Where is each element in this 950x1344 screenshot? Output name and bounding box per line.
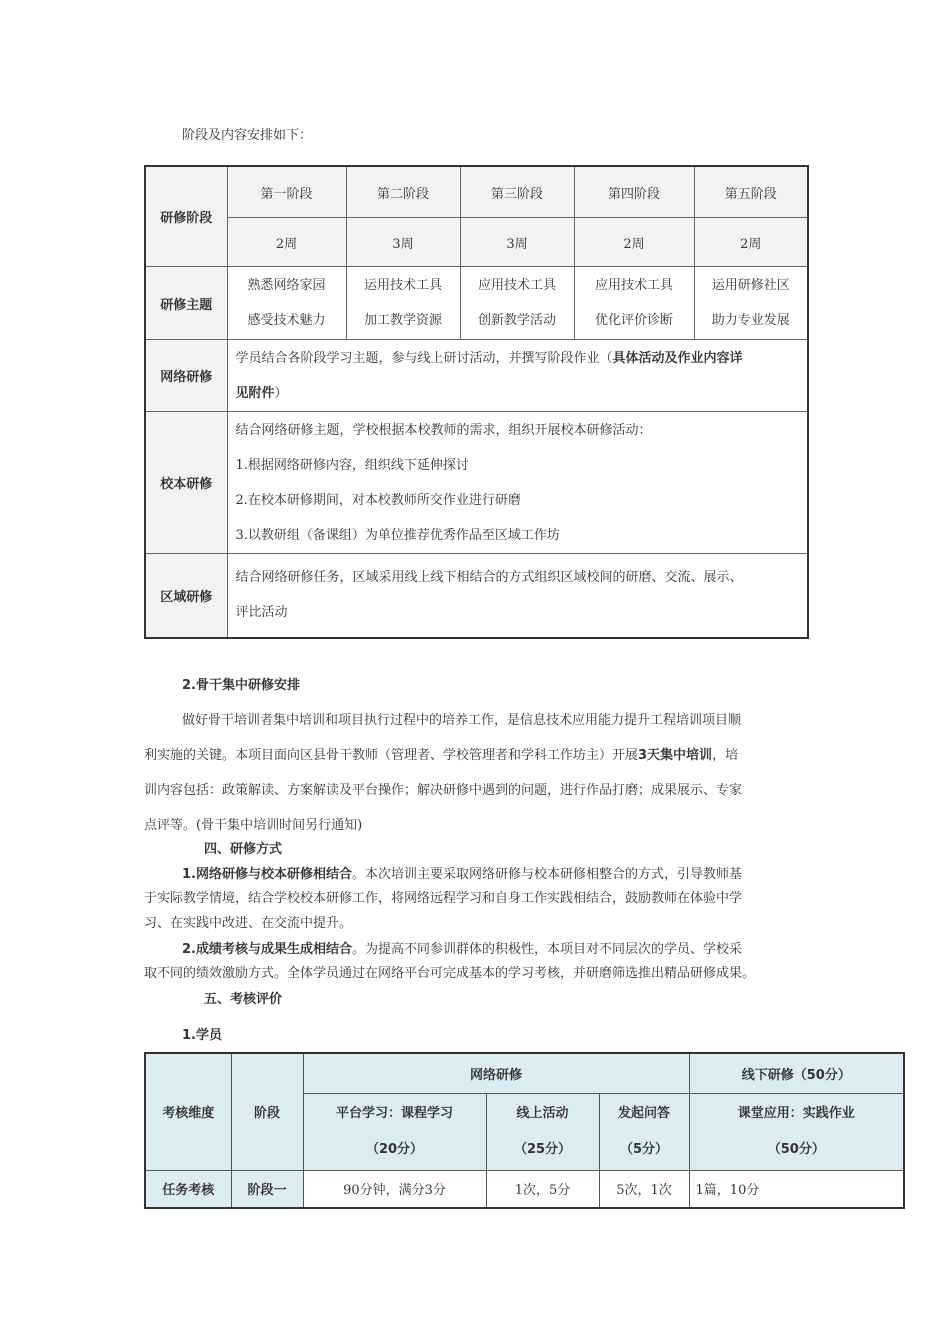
row-stage: 阶段一 <box>231 1170 303 1208</box>
row-header-stage: 研修阶段 <box>145 166 227 267</box>
header-col: 发起问答 （5分） <box>599 1093 689 1170</box>
network-study-text: 学员结合各阶段学习主题，参与线上研讨活动，并撰写阶段作业（具体活动及作业内容详 见附件） <box>227 340 808 412</box>
header-offline: 线下研修（50分） <box>689 1053 904 1093</box>
paragraph-line: 训内容包括：政策解读、方案解读及平台操作；解决研修中遇到的问题，进行作品打磨；成果展示、专家 <box>144 783 743 798</box>
header-online: 网络研修 <box>303 1053 689 1093</box>
row-dimension: 任务考核 <box>145 1170 231 1208</box>
header-col: 课堂应用：实践作业 （50分） <box>689 1093 904 1170</box>
subsection-heading: 1.学员 <box>182 1028 222 1043</box>
paragraph-line: 1.网络研修与校本研修相结合。本次培训主要采取网络研修与校本研修相整合的方式，引导教师基 <box>182 867 742 882</box>
row-header-school: 校本研修 <box>145 412 227 554</box>
header-col: 线上活动 （25分） <box>486 1093 599 1170</box>
assessment-table <box>144 1052 905 1209</box>
stage-name: 第五阶段 <box>694 166 808 218</box>
paragraph-line: 做好骨干培训者集中培训和项目执行过程中的培养工作，是信息技术应用能力提升工程培训项目顺 <box>182 713 742 728</box>
stage-weeks: 2周 <box>574 218 694 267</box>
paragraph-line: 利实施的关键。本项目面向区县骨干教师（管理者、学校管理者和学科工作坊主）开展3天集中培训，培 <box>144 748 739 763</box>
header-dimension: 考核维度 <box>145 1053 231 1170</box>
stage-name: 第二阶段 <box>346 166 460 218</box>
section-heading: 四、研修方式 <box>204 842 283 857</box>
stage-topic: 熟悉网络家园 感受技术魅力 <box>227 267 346 340</box>
paragraph-line: 取不同的绩效激励方式。全体学员通过在网络平台可完成基本的学习考核，并研磨筛选推出精品研修成果。 <box>144 966 756 981</box>
stage-topic: 应用技术工具 优化评价诊断 <box>574 267 694 340</box>
region-study-text: 结合网络研修任务，区域采用线上线下相结合的方式组织区域校间的研磨、交流、展示、 评比活动 <box>227 554 808 638</box>
row-header-topic: 研修主题 <box>145 267 227 340</box>
paragraph-line: 习、在实践中改进、在交流中提升。 <box>144 916 353 931</box>
header-col: 平台学习：课程学习 （20分） <box>303 1093 486 1170</box>
row-header-region: 区域研修 <box>145 554 227 638</box>
stage-name: 第四阶段 <box>574 166 694 218</box>
cell: 1篇，10分 <box>689 1170 904 1208</box>
section-heading: 五、考核评价 <box>204 992 283 1007</box>
stage-topic: 应用技术工具 创新教学活动 <box>460 267 574 340</box>
stage-name: 第一阶段 <box>227 166 346 218</box>
school-study-text: 结合网络研修主题，学校根据本校教师的需求，组织开展校本研修活动： 1.根据网络研修内容，组织线下延伸探讨 2.在校本研修期间，对本校教师所交作业进行研磨 3.以教研组（备课组）为单位推荐优秀作品至区域工作坊 <box>227 412 808 554</box>
intro-text: 阶段及内容安排如下： <box>182 128 313 143</box>
stage-weeks: 3周 <box>460 218 574 267</box>
row-header-network: 网络研修 <box>145 340 227 412</box>
paragraph-line: 于实际教学情境，结合学校校本研修工作，将网络远程学习和自身工作实践相结合，鼓励教师在体验中学 <box>144 891 743 906</box>
stage-weeks: 3周 <box>346 218 460 267</box>
cell: 5次，1次 <box>599 1170 689 1208</box>
stage-topic: 运用技术工具 加工教学资源 <box>346 267 460 340</box>
stage-weeks: 2周 <box>227 218 346 267</box>
paragraph-line: 点评等。(骨干集中培训时间另行通知) <box>144 818 363 833</box>
stage-name: 第三阶段 <box>460 166 574 218</box>
header-stage: 阶段 <box>231 1053 303 1170</box>
cell: 90分钟，满分3分 <box>303 1170 486 1208</box>
stage-topic: 运用研修社区 助力专业发展 <box>694 267 808 340</box>
paragraph-line: 2.成绩考核与成果生成相结合。为提高不同参训群体的积极性，本项目对不同层次的学员、学校采 <box>182 942 742 957</box>
stage-weeks: 2周 <box>694 218 808 267</box>
stage-schedule-table <box>144 165 809 639</box>
section-heading: 2.骨干集中研修安排 <box>182 678 300 693</box>
cell: 1次，5分 <box>486 1170 599 1208</box>
